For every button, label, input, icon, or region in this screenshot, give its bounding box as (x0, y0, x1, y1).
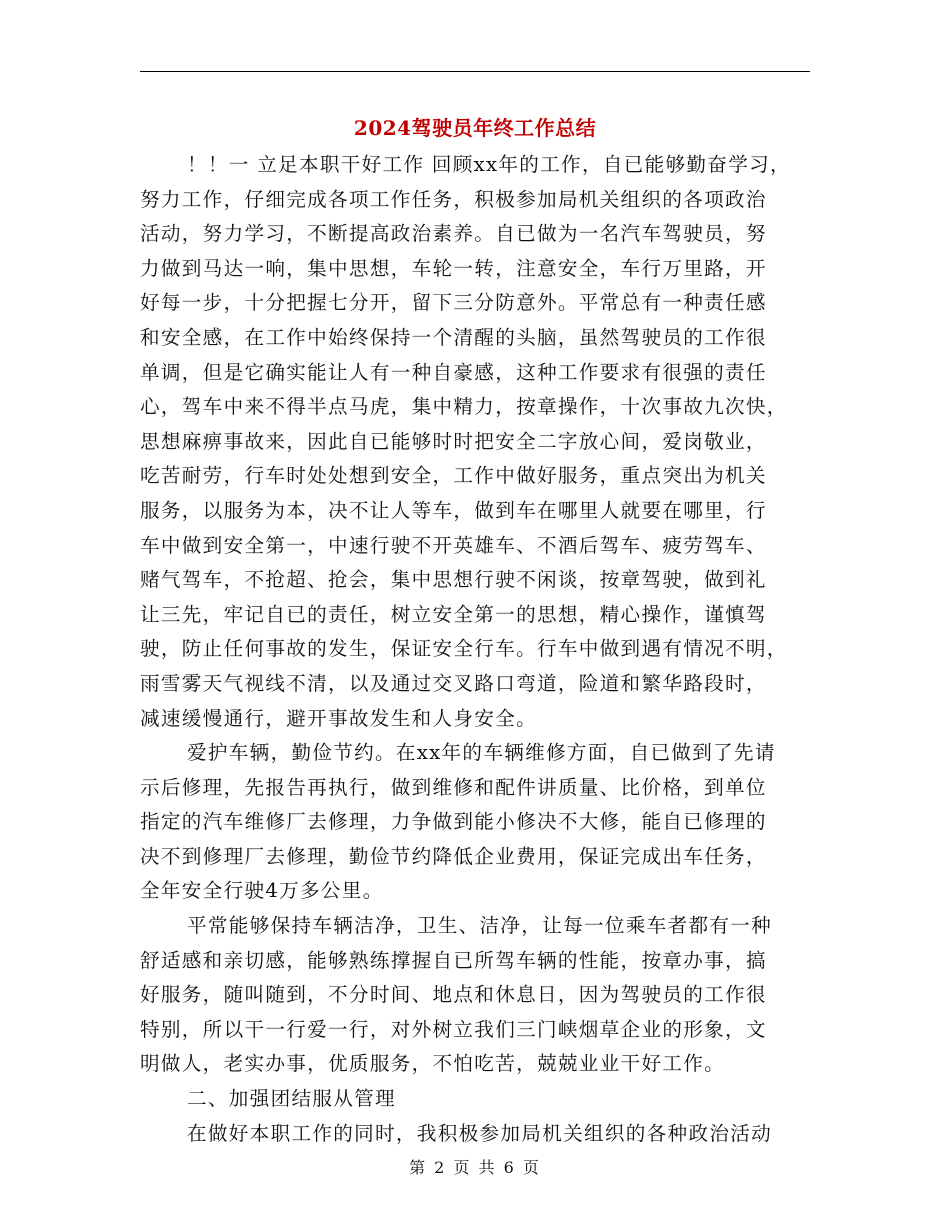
body-line: 车中做到安全第一，中速行驶不开英雄车、不酒后驾车、疲劳驾车、 (140, 533, 767, 557)
body-line: 好每一步，十分把握七分开，留下三分防意外。平常总有一种责任感 (140, 291, 767, 315)
body-line: 爱护车辆，勤俭节约。在xx年的车辆维修方面，自已做到了先请 (187, 741, 776, 765)
body-line: 服务，以服务为本，决不让人等车，做到车在哪里人就要在哪里，行 (140, 498, 767, 522)
body-line: 指定的汽车维修厂去修理，力争做到能小修决不大修，能自已修理的 (140, 810, 767, 834)
header-rule (140, 71, 810, 72)
body-line: 明做人，老实办事，优质服务，不怕吃苦，兢兢业业干好工作。 (140, 1052, 726, 1076)
page-footer: 第 2 页 共 6 页 (409, 1158, 541, 1177)
body-line: 在做好本职工作的同时，我积极参加局机关组织的各种政治活动 (187, 1121, 773, 1145)
body-line: 特别，所以干一行爱一行，对外树立我们三门峡烟草企业的形象，文 (140, 1017, 767, 1041)
body-line: 雨雪雾天气视线不清，以及通过交叉路口弯道，险道和繁华路段时， (140, 671, 767, 695)
body-line: 全年安全行驶4万多公里。 (140, 879, 384, 903)
body-line: 平常能够保持车辆洁净，卫生、洁净，让每一位乘车者都有一种 (187, 914, 773, 938)
body-line: 和安全感，在工作中始终保持一个清醒的头脑，虽然驾驶员的工作很 (140, 325, 767, 349)
body-line: 单调，但是它确实能让人有一种自豪感，这种工作要求有很强的责任 (140, 360, 767, 384)
body-line: 驶，防止任何事故的发生，保证安全行车。行车中做到遇有情况不明， (140, 637, 788, 661)
body-line: 力做到马达一响，集中思想，车轮一转，注意安全，车行万里路，开 (140, 256, 767, 280)
body-line: 示后修理，先报告再执行，做到维修和配件讲质量、比价格，到单位 (140, 775, 767, 799)
body-line: 让三先，牢记自已的责任，树立安全第一的思想，精心操作，谨慎驾 (140, 602, 767, 626)
body-line: 赌气驾车，不抢超、抢会，集中思想行驶不闲谈，按章驾驶，做到礼 (140, 568, 767, 592)
body-line: 努力工作，仔细完成各项工作任务，积极参加局机关组织的各项政治 (140, 187, 767, 211)
body-line: 好服务，随叫随到，不分时间、地点和休息日，因为驾驶员的工作很 (140, 983, 767, 1007)
body-line: ！！一 立足本职干好工作 回顾xx年的工作，自已能够勤奋学习， (187, 153, 791, 176)
body-line: 舒适感和亲切感，能够熟练撑握自已所驾车辆的性能，按章办事，搞 (140, 948, 767, 972)
document-title: 2024驾驶员年终工作总结 (353, 116, 597, 140)
body-line: 吃苦耐劳，行车时处处想到安全，工作中做好服务，重点突出为机关 (140, 464, 767, 488)
body-line: 心，驾车中来不得半点马虎，集中精力，按章操作，十次事故九次快， (140, 395, 788, 419)
body-line: 减速缓慢通行，避开事故发生和人身安全。 (140, 706, 537, 730)
body-line: 思想麻痹事故来，因此自已能够时时把安全二字放心间，爱岗敬业， (140, 429, 767, 453)
body-line: 活动，努力学习，不断提高政治素养。自已做为一名汽车驾驶员，努 (140, 222, 767, 246)
document-body (140, 148, 816, 1151)
section-heading: 二、加强团结服从管理 (187, 1087, 396, 1111)
body-line: 决不到修理厂去修理，勤俭节约降低企业费用，保证完成出车任务， (140, 844, 767, 868)
